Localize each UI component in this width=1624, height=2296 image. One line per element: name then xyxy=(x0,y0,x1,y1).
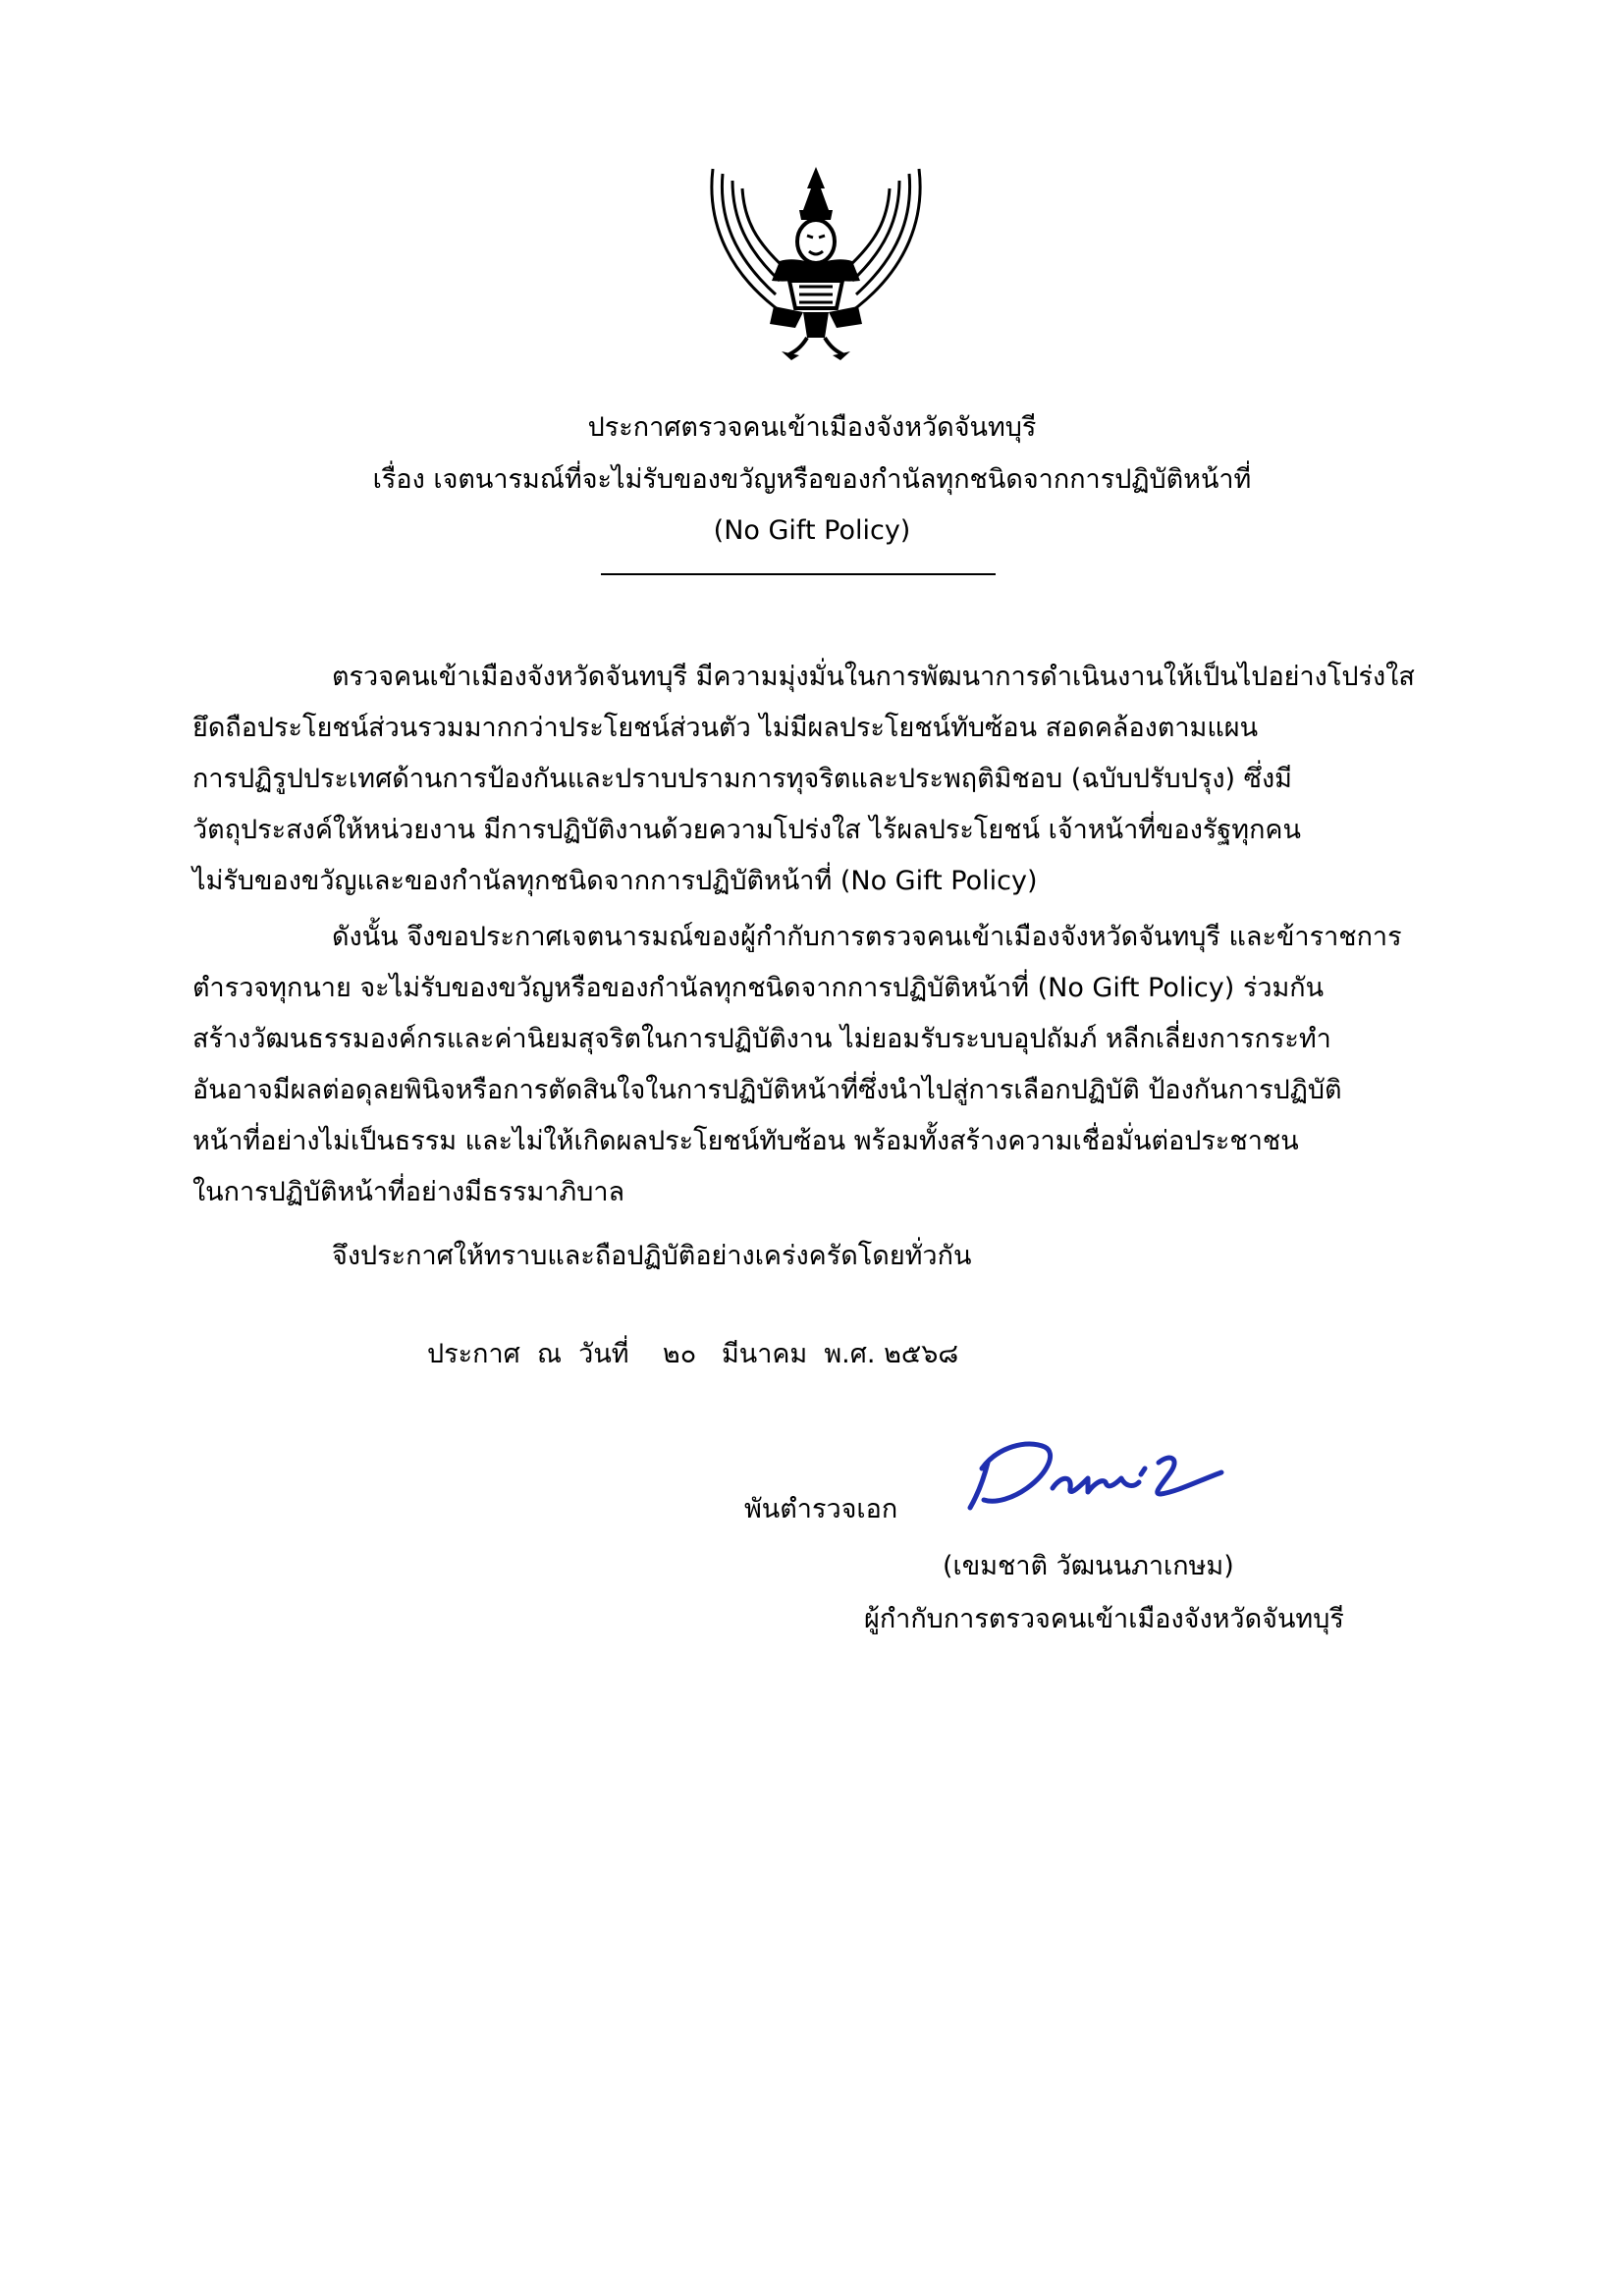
paragraph-line: วัตถุประสงค์ให้หน่วยงาน มีการปฏิบัติงานด้วยความโปร่งใส ไร้ผลประโยชน์ เจ้าหน้าที่ของรัฐทุกคน xyxy=(192,815,1301,845)
announcement-date: ประกาศ ณ วันที่ ๒๐ มีนาคม พ.ศ. ๒๕๖๘ xyxy=(427,1339,959,1369)
paragraph-line: ไม่รับของขวัญและของกำนัลทุกชนิดจากการปฏิบัติหน้าที่ (No Gift Policy) xyxy=(192,866,1038,896)
paragraph-line: การปฏิรูปประเทศด้านการป้องกันและปราบปรามการทุจริตและประพฤติมิชอบ (ฉบับปรับปรุง) ซึ่งมี xyxy=(192,764,1292,794)
announcement-title: ประกาศตรวจคนเข้าเมืองจังหวัดจันทบุรี xyxy=(587,412,1037,443)
signer-position: ผู้กำกับการตรวจคนเข้าเมืองจังหวัดจันทบุรี xyxy=(864,1604,1344,1634)
paragraph-declaration xyxy=(192,912,1432,1218)
paragraph-line: อันอาจมีผลต่อดุลยพินิจหรือการตัดสินใจในการปฏิบัติหน้าที่ซึ่งนำไปสู่การเลือกปฏิบัติ ป้องกันการปฏิบัติ xyxy=(192,1075,1342,1105)
signer-rank: พันตำรวจเอก xyxy=(744,1494,898,1524)
paragraph-line: ในการปฏิบัติหน้าที่อย่างมีธรรมาภิบาล xyxy=(192,1177,625,1207)
paragraph-line: สร้างวัฒนธรรมองค์กรและค่านิยมสุจริตในการปฏิบัติงาน ไม่ยอมรับระบบอุปถัมภ์ หลีกเลี่ยงการกระทำ xyxy=(192,1024,1331,1054)
paragraph-line: ตำรวจทุกนาย จะไม่รับของขวัญหรือของกำนัลทุกชนิดจากการปฏิบัติหน้าที่ (No Gift Policy) ร่วมกัน xyxy=(192,973,1325,1003)
paragraph-line: ดังนั้น จึงขอประกาศเจตนารมณ์ของผู้กำกับการตรวจคนเข้าเมืองจังหวัดจันทบุรี และข้าราชการ xyxy=(332,922,1402,952)
signer-name: (เขมชาติ วัฒนนภาเกษม) xyxy=(943,1551,1234,1581)
paragraph-closing: จึงประกาศให้ทราบและถือปฏิบัติอย่างเคร่งครัดโดยทั่วกัน xyxy=(332,1241,972,1271)
announcement-subject: เรื่อง เจตนารมณ์ที่จะไม่รับของขวัญหรือของกำนัลทุกชนิดจากการปฏิบัติหน้าที่ xyxy=(372,464,1252,495)
paragraph-line: หน้าที่อย่างไม่เป็นธรรม และไม่ให้เกิดผลประโยชน์ทับซ้อน พร้อมทั้งสร้างความเชื่อมั่นต่อประชาชน xyxy=(192,1126,1299,1156)
paragraph-intro xyxy=(192,652,1432,907)
paragraph-line: ยึดถือประโยชน์ส่วนรวมมากกว่าประโยชน์ส่วนตัว ไม่มีผลประโยชน์ทับซ้อน สอดคล้องตามแผน xyxy=(192,713,1259,743)
paragraph-line: ตรวจคนเข้าเมืองจังหวัดจันทบุรี มีความมุ่งมั่นในการพัฒนาการดำเนินงานให้เป็นไปอย่างโปร่งใส xyxy=(332,662,1415,692)
announcement-subtitle: (No Gift Policy) xyxy=(713,515,911,546)
handwritten-signature xyxy=(958,1439,1253,1518)
garuda-emblem-icon xyxy=(705,159,927,360)
title-divider xyxy=(601,573,996,575)
